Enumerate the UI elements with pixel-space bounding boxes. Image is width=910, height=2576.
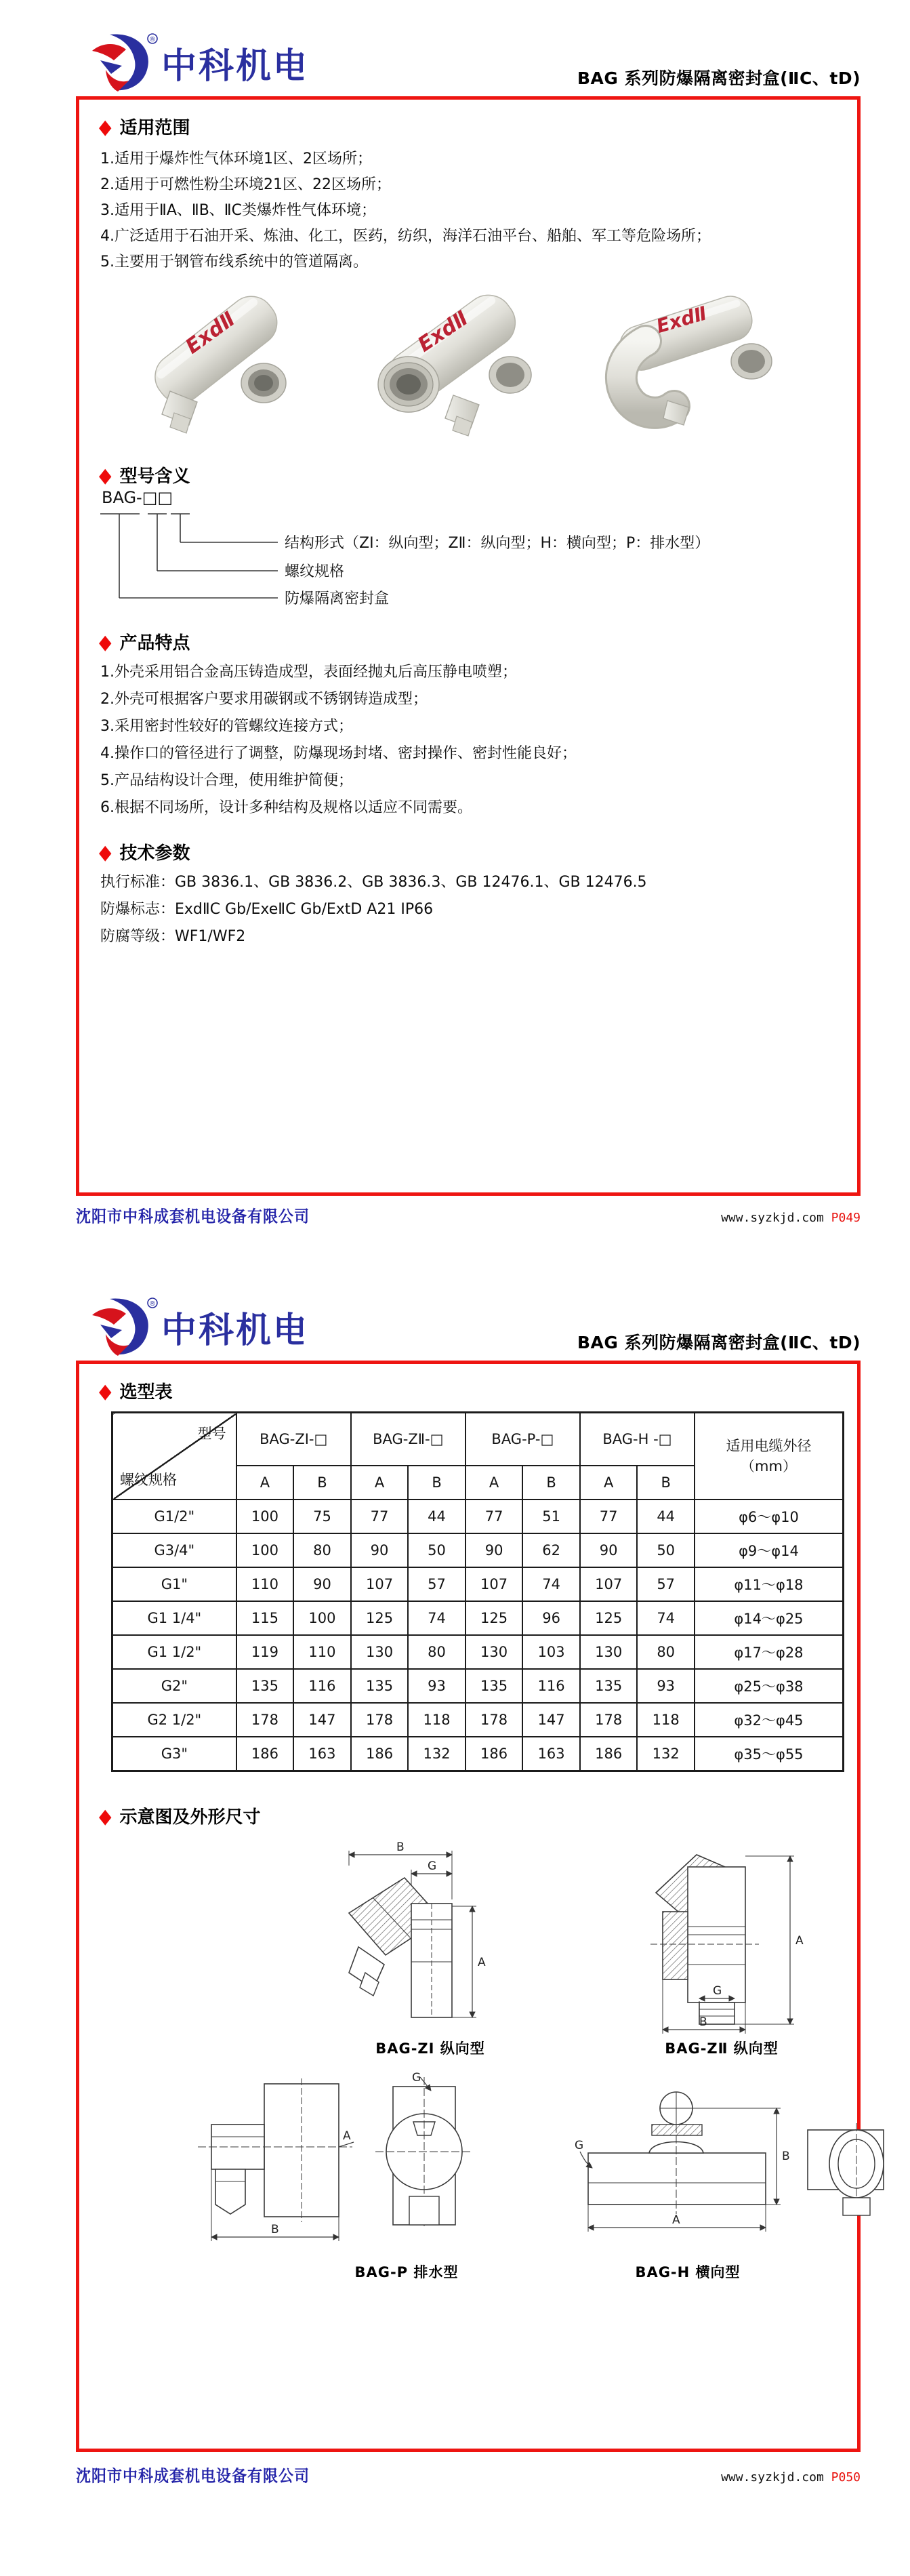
dimension-cell: 186 xyxy=(466,1737,523,1771)
table-corner-cell xyxy=(112,1413,236,1500)
diamond-icon: ◆ xyxy=(99,630,112,653)
dimension-cell: 74 xyxy=(637,1601,695,1635)
product-photo-z2 xyxy=(346,268,556,444)
subcolumn-header: B xyxy=(522,1466,580,1500)
svg-text:A: A xyxy=(343,2129,351,2143)
dimension-cell: 186 xyxy=(236,1737,294,1771)
dimension-cell: 77 xyxy=(580,1500,638,1533)
dimension-cell: 75 xyxy=(293,1500,351,1533)
legend-product: 防爆隔离密封盒 xyxy=(285,590,390,607)
legend-structure: 结构形式（ZⅠ：纵向型；ZⅡ：纵向型；H：横向型；P：排水型） xyxy=(285,535,710,552)
section-title-selection xyxy=(99,1378,172,1403)
list-item: 5.主要用于钢管布线系统中的管道隔离。 xyxy=(100,254,368,270)
cable-range-cell: φ32～φ45 xyxy=(695,1703,844,1737)
dimension-cell: 80 xyxy=(408,1635,466,1669)
diamond-icon: ◆ xyxy=(99,1804,112,1828)
dimension-cell: 100 xyxy=(236,1533,294,1567)
company-logo xyxy=(87,1295,304,1357)
list-item: 执行标准：GB 3836.1、GB 3836.2、GB 3836.3、GB 12476.1、GB 12476.5 xyxy=(100,874,647,891)
section-title-text: 适用范围 xyxy=(119,118,190,138)
subcolumn-header: B xyxy=(637,1466,695,1500)
section-title-text: 型号含义 xyxy=(119,466,190,487)
dimension-cell: 125 xyxy=(351,1601,409,1635)
column-header-model: BAG-H -□ xyxy=(580,1413,695,1466)
footer-website[interactable]: www.syzkjd.com xyxy=(721,2470,824,2484)
table-row xyxy=(112,1703,844,1737)
dimension-cell: 163 xyxy=(293,1737,351,1771)
dimension-cell: 90 xyxy=(580,1533,638,1567)
product-photo-elbow xyxy=(581,268,791,444)
subcolumn-header: B xyxy=(408,1466,466,1500)
section-title-text: 示意图及外形尺寸 xyxy=(119,1807,261,1828)
dimension-cell: 44 xyxy=(408,1500,466,1533)
footer-page-number: P049 xyxy=(831,1211,861,1225)
cable-range-cell: φ14～φ25 xyxy=(695,1601,844,1635)
list-item: 2.适用于可燃性粉尘环境21区、22区场所； xyxy=(100,176,391,193)
section-title-drawings xyxy=(99,1803,260,1828)
dimension-cell: 80 xyxy=(293,1533,351,1567)
subcolumn-header: A xyxy=(466,1466,523,1500)
page-title: BAG 系列防爆隔离密封盒(ⅡC、tD) xyxy=(577,1333,861,1352)
model-code: BAG-□□ xyxy=(102,488,173,507)
logo-text: 中科机电 xyxy=(161,1310,304,1351)
dimension-cell: 107 xyxy=(466,1567,523,1601)
dimension-cell: 130 xyxy=(351,1635,409,1669)
subcolumn-header: A xyxy=(351,1466,409,1500)
legend-thread: 螺纹规格 xyxy=(285,563,345,580)
dimension-cell: 178 xyxy=(236,1703,294,1737)
subcolumn-header: A xyxy=(236,1466,294,1500)
corner-label-model: 型号 xyxy=(197,1426,226,1442)
drawing-caption: BAG-ZⅠ 纵向型 xyxy=(375,2040,485,2057)
thread-cell: G1 1/4" xyxy=(112,1601,236,1635)
list-item: 防腐等级：WF1/WF2 xyxy=(100,928,246,945)
dimension-cell: 50 xyxy=(408,1533,466,1567)
cable-range-cell: φ25～φ38 xyxy=(695,1669,844,1703)
section-title-text: 产品特点 xyxy=(119,633,190,653)
svg-text:A: A xyxy=(795,1934,804,1948)
dimension-cell: 100 xyxy=(293,1601,351,1635)
dimension-cell: 125 xyxy=(466,1601,523,1635)
list-item: 6.根据不同场所，设计多种结构及规格以适应不同需要。 xyxy=(100,799,472,816)
dimension-cell: 118 xyxy=(637,1703,695,1737)
logo-reg-mark: ® xyxy=(149,1300,156,1308)
dimension-cell: 90 xyxy=(293,1567,351,1601)
dimension-cell: 110 xyxy=(293,1635,351,1669)
cable-range-cell: φ35～φ55 xyxy=(695,1737,844,1771)
dimension-cell: 90 xyxy=(466,1533,523,1567)
footer-pageinfo xyxy=(721,1211,861,1225)
thread-cell: G3/4" xyxy=(112,1533,236,1567)
thread-cell: G3" xyxy=(112,1737,236,1771)
section-title-scope xyxy=(99,114,190,139)
dimension-cell: 118 xyxy=(408,1703,466,1737)
drawing-bag-h xyxy=(569,2088,894,2250)
cable-range-cell: φ6～φ10 xyxy=(695,1500,844,1533)
cable-header-unit: （mm） xyxy=(741,1458,797,1474)
dimension-cell: 44 xyxy=(637,1500,695,1533)
dimension-cell: 100 xyxy=(236,1500,294,1533)
dimension-cell: 80 xyxy=(637,1635,695,1669)
dimension-cell: 186 xyxy=(351,1737,409,1771)
list-item: 1.外壳采用铝合金高压铸造成型，表面经抛丸后高压静电喷塑； xyxy=(100,664,517,681)
svg-text:A: A xyxy=(478,1956,486,1969)
list-item: 4.操作口的管径进行了调整，防爆现场封堵、密封操作、密封性能良好； xyxy=(100,745,577,762)
subcolumn-header: B xyxy=(293,1466,351,1500)
dimension-cell: 103 xyxy=(522,1635,580,1669)
dimension-cell: 186 xyxy=(580,1737,638,1771)
svg-text:B: B xyxy=(271,2223,279,2236)
logo-text: 中科机电 xyxy=(161,46,304,87)
dimension-cell: 119 xyxy=(236,1635,294,1669)
dimension-cell: 74 xyxy=(522,1567,580,1601)
diamond-icon: ◆ xyxy=(99,840,112,864)
column-header-model: BAG-ZⅠ-□ xyxy=(236,1413,351,1466)
page-title: BAG 系列防爆隔离密封盒(ⅡC、tD) xyxy=(577,68,861,88)
dimension-cell: 130 xyxy=(580,1635,638,1669)
dimension-cell: 57 xyxy=(637,1567,695,1601)
dimension-cell: 110 xyxy=(236,1567,294,1601)
dimension-cell: 163 xyxy=(522,1737,580,1771)
dimension-cell: 132 xyxy=(408,1737,466,1771)
product-photos xyxy=(112,268,810,447)
dimension-cell: 135 xyxy=(580,1669,638,1703)
section-title-text: 技术参数 xyxy=(119,843,190,864)
drawing-bag-z1 xyxy=(308,1838,539,2038)
svg-text:G: G xyxy=(575,2139,584,2152)
cable-range-cell: φ9～φ14 xyxy=(695,1533,844,1567)
dimension-cell: 57 xyxy=(408,1567,466,1601)
diamond-icon: ◆ xyxy=(99,115,112,138)
selection-table xyxy=(111,1411,844,1772)
thread-cell: G1/2" xyxy=(112,1500,236,1533)
dimension-cell: 125 xyxy=(580,1601,638,1635)
svg-text:A: A xyxy=(672,2213,680,2227)
table-row xyxy=(112,1500,844,1533)
table-row xyxy=(112,1601,844,1635)
exd-badge: ExdⅡ xyxy=(413,306,473,357)
scope-list xyxy=(100,146,846,275)
list-item: 1.适用于爆炸性气体环境1区、2区场所； xyxy=(100,150,372,167)
company-logo xyxy=(87,31,304,93)
footer-website[interactable]: www.syzkjd.com xyxy=(721,1211,824,1225)
section-title-text: 选型表 xyxy=(119,1382,173,1403)
drawing-bag-z2 xyxy=(623,1832,827,2038)
dimension-cell: 130 xyxy=(466,1635,523,1669)
list-item: 3.适用于ⅡA、ⅡB、ⅡC类爆炸性气体环境； xyxy=(100,202,376,219)
footer-pageinfo xyxy=(721,2470,861,2484)
footer-page-number: P050 xyxy=(831,2470,861,2484)
dimension-cell: 93 xyxy=(637,1669,695,1703)
table-row xyxy=(112,1737,844,1771)
svg-text:B: B xyxy=(396,1840,405,1854)
dimension-cell: 178 xyxy=(466,1703,523,1737)
drawing-caption: BAG-P 排水型 xyxy=(354,2264,459,2280)
footer-company: 沈阳市中科成套机电设备有限公司 xyxy=(76,1208,310,1227)
dimension-cell: 178 xyxy=(351,1703,409,1737)
thread-cell: G1" xyxy=(112,1567,236,1601)
diamond-icon: ◆ xyxy=(99,1379,112,1403)
table-row xyxy=(112,1533,844,1567)
dimension-cell: 90 xyxy=(351,1533,409,1567)
dimension-cell: 77 xyxy=(466,1500,523,1533)
section-title-tech xyxy=(99,839,190,864)
selection-table-body xyxy=(112,1500,844,1771)
dimension-cell: 132 xyxy=(637,1737,695,1771)
drawing-caption: BAG-ZⅡ 纵向型 xyxy=(665,2040,779,2057)
dimension-cell: 51 xyxy=(522,1500,580,1533)
list-item: 2.外壳可根据客户要求用碳钢或不锈钢铸造成型； xyxy=(100,691,428,708)
dimension-cell: 93 xyxy=(408,1669,466,1703)
dimension-cell: 178 xyxy=(580,1703,638,1737)
table-row xyxy=(112,1669,844,1703)
list-item: 5.产品结构设计合理，使用维护简便； xyxy=(100,772,353,789)
diamond-icon: ◆ xyxy=(99,463,112,487)
cable-header-text: 适用电缆外径 xyxy=(726,1438,812,1454)
svg-text:G: G xyxy=(713,1984,722,1998)
dimension-cell: 116 xyxy=(522,1669,580,1703)
dimension-cell: 135 xyxy=(351,1669,409,1703)
dimension-cell: 74 xyxy=(408,1601,466,1635)
svg-text:B: B xyxy=(699,2015,707,2029)
dimension-cell: 62 xyxy=(522,1533,580,1567)
list-item: 3.采用密封性较好的管螺纹连接方式； xyxy=(100,718,353,735)
features-list xyxy=(100,659,846,822)
dimension-cell: 77 xyxy=(351,1500,409,1533)
list-item: 4.广泛适用于石油开采、炼油、化工，医药，纺织，海洋石油平台、船舶、军工等危险场所； xyxy=(100,228,711,245)
thread-cell: G1 1/2" xyxy=(112,1635,236,1669)
dimension-cell: 147 xyxy=(522,1703,580,1737)
svg-text:G: G xyxy=(428,1859,437,1873)
thread-cell: G2" xyxy=(112,1669,236,1703)
corner-label-thread: 螺纹规格 xyxy=(120,1472,177,1488)
product-photo-z1 xyxy=(112,268,322,444)
exd-badge: ExdⅡ xyxy=(653,302,709,338)
dimension-cell: 116 xyxy=(293,1669,351,1703)
model-meaning-diagram xyxy=(100,484,819,613)
logo-reg-mark: ® xyxy=(149,36,156,43)
dimension-cell: 135 xyxy=(236,1669,294,1703)
tech-list xyxy=(100,869,846,950)
dimension-cell: 50 xyxy=(637,1533,695,1567)
column-header-model: BAG-P-□ xyxy=(466,1413,580,1466)
cable-range-cell: φ17～φ28 xyxy=(695,1635,844,1669)
svg-text:G: G xyxy=(412,2072,421,2085)
dimension-cell: 107 xyxy=(351,1567,409,1601)
exd-badge: ExdⅡ xyxy=(181,307,240,359)
drawing-bag-p xyxy=(183,2072,481,2251)
dimension-cell: 147 xyxy=(293,1703,351,1737)
section-title-features xyxy=(99,629,190,654)
column-header-model: BAG-ZⅡ-□ xyxy=(351,1413,466,1466)
dimension-cell: 96 xyxy=(522,1601,580,1635)
cable-range-cell: φ11～φ18 xyxy=(695,1567,844,1601)
thread-cell: G2 1/2" xyxy=(112,1703,236,1737)
subcolumn-header: A xyxy=(580,1466,638,1500)
dimension-cell: 115 xyxy=(236,1601,294,1635)
table-row xyxy=(112,1567,844,1601)
dimension-cell: 135 xyxy=(466,1669,523,1703)
footer-company: 沈阳市中科成套机电设备有限公司 xyxy=(76,2468,310,2487)
list-item: 防爆标志：ExdⅡC Gb/ExeⅡC Gb/ExtD A21 IP66 xyxy=(100,901,434,918)
selection-table-wrap xyxy=(111,1411,844,1772)
svg-text:B: B xyxy=(782,2150,790,2163)
column-header-cable xyxy=(695,1413,844,1500)
table-row xyxy=(112,1635,844,1669)
dimension-cell: 107 xyxy=(580,1567,638,1601)
drawing-caption: BAG-H 横向型 xyxy=(635,2264,741,2280)
